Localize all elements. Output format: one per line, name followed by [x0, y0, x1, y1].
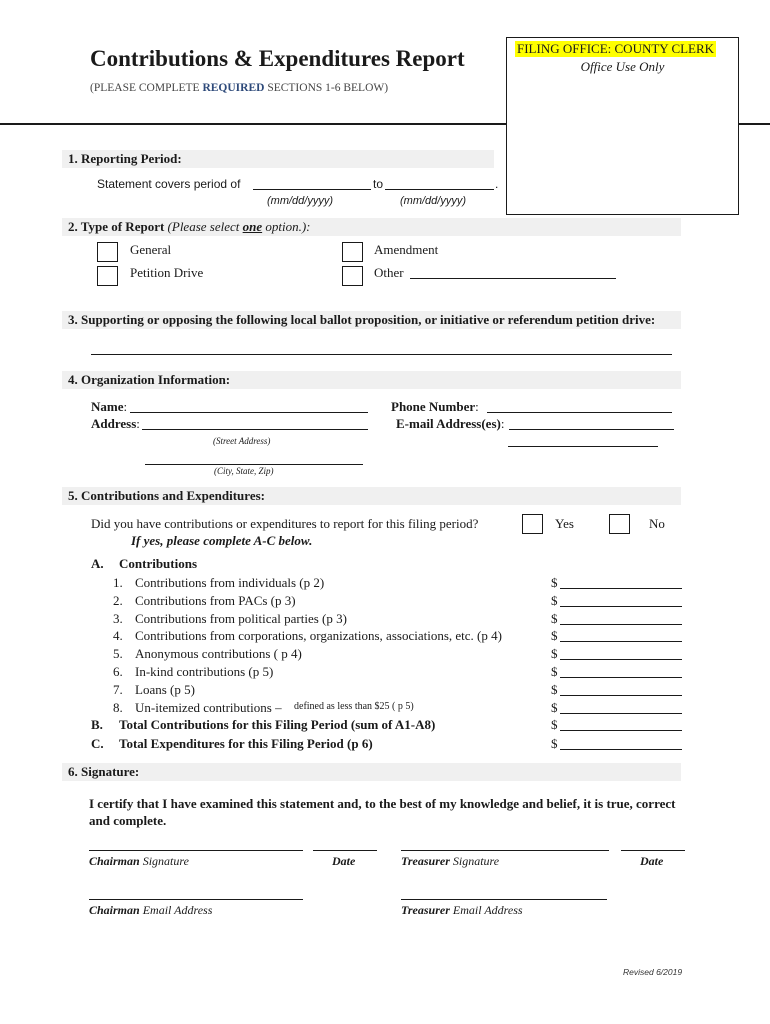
- total-contributions-label: Total Contributions for this Filing Period (sum of A1-A8): [119, 717, 436, 732]
- contribution-item-amount-field[interactable]: [560, 646, 682, 660]
- contribution-item-amount-field[interactable]: [560, 593, 682, 607]
- chairman-date-label: Date: [332, 854, 356, 868]
- contribution-item-number: 5.: [113, 646, 123, 661]
- other-label: Other: [374, 265, 404, 280]
- petition-drive-label: Petition Drive: [130, 265, 204, 280]
- instruction-text: [90, 82, 388, 94]
- section5-heading: 5. Contributions and Expenditures:: [62, 487, 681, 505]
- instruction-prefix: (PLEASE COMPLETE: [90, 82, 203, 94]
- name-field[interactable]: [130, 399, 368, 413]
- instruction-suffix: SECTIONS 1-6 BELOW): [264, 82, 389, 94]
- treasurer-signature-line[interactable]: [401, 850, 609, 851]
- address-label: [91, 416, 140, 432]
- contribution-item-label: Contributions from individuals (p 2): [135, 575, 325, 590]
- header-rule-left: [0, 123, 506, 125]
- contribution-item-number: 1.: [113, 575, 123, 590]
- treasurer-signature-word: Signature: [449, 854, 500, 868]
- period-to-field[interactable]: [385, 176, 494, 190]
- general-checkbox[interactable]: [97, 242, 118, 262]
- contribution-item-number: 8.: [113, 700, 123, 715]
- period-to-label: to: [373, 177, 384, 191]
- section-a-letter: A.: [91, 556, 104, 571]
- filing-office-box: [506, 37, 739, 215]
- contribution-item-label: In-kind contributions (p 5): [135, 664, 274, 679]
- amendment-label: Amendment: [374, 242, 439, 257]
- section2-title: 2. Type of Report: [68, 219, 165, 234]
- contribution-item-amount-field[interactable]: [560, 611, 682, 625]
- contribution-item-number: 2.: [113, 593, 123, 608]
- period-end-mark: .: [495, 177, 499, 191]
- contribution-item-dollar: $: [551, 700, 558, 715]
- no-label: No: [649, 516, 665, 531]
- instruction-required: REQUIRED: [202, 82, 265, 94]
- contribution-item-dollar: $: [551, 628, 558, 643]
- contribution-item-dollar: $: [551, 575, 558, 590]
- total-contributions-field[interactable]: [560, 717, 682, 731]
- name-label-text: Name: [91, 399, 124, 414]
- section3-heading: 3. Supporting or opposing the following local ballot proposition, or initiative or referendum petition drive:: [62, 311, 681, 329]
- office-use-only: Office Use Only: [580, 59, 665, 74]
- other-checkbox[interactable]: [342, 266, 363, 286]
- total-expenditures-dollar: $: [551, 736, 558, 751]
- revised-date: Revised 6/2019: [623, 967, 683, 977]
- section2-note-b: option.):: [262, 219, 311, 234]
- contribution-item-number: 4.: [113, 628, 123, 643]
- section2-note-one: one: [242, 219, 263, 234]
- contribution-item-number: 6.: [113, 664, 123, 679]
- address-colon: :: [136, 416, 140, 431]
- treasurer-date-line[interactable]: [621, 850, 685, 851]
- from-date-format: (mm/dd/yyyy): [267, 195, 333, 207]
- treasurer-bold: Treasurer: [401, 854, 450, 868]
- chairman-bold: Chairman: [89, 854, 140, 868]
- section2-heading: [62, 218, 681, 236]
- section6-heading: 6. Signature:: [62, 763, 681, 781]
- treasurer-email-line[interactable]: [401, 899, 607, 900]
- contribution-item-label: Contributions from political parties (p 3): [135, 611, 347, 626]
- chairman-email-bold: Chairman: [89, 903, 140, 917]
- treasurer-email-word: Email Address: [449, 903, 523, 917]
- contributions-question: Did you have contributions or expenditures to report for this filing period?: [91, 516, 479, 531]
- if-yes-instruction: If yes, please complete A-C below.: [131, 533, 313, 548]
- contribution-item-amount-field[interactable]: [560, 700, 682, 714]
- total-contributions-dollar: $: [551, 717, 558, 732]
- phone-colon: :: [475, 399, 479, 414]
- contribution-item-label: Contributions from PACs (p 3): [135, 593, 296, 608]
- treasurer-email-label: [401, 903, 523, 918]
- street-address-field[interactable]: [142, 416, 368, 430]
- email-colon: :: [500, 416, 505, 431]
- contribution-item-amount-field[interactable]: [560, 575, 682, 589]
- contribution-item-label: Un-itemized contributions –: [135, 700, 282, 715]
- address-label-text: Address: [91, 416, 137, 431]
- email-field[interactable]: [509, 416, 674, 430]
- yes-checkbox[interactable]: [522, 514, 543, 534]
- header-rule-right: [739, 123, 770, 125]
- section-a-title: Contributions: [119, 556, 198, 571]
- to-date-format: (mm/dd/yyyy): [400, 195, 466, 207]
- contribution-item-amount-field[interactable]: [560, 682, 682, 696]
- street-address-caption: (Street Address): [213, 436, 271, 446]
- contribution-item-label: Anonymous contributions ( p 4): [135, 646, 302, 661]
- total-contributions-letter: B.: [91, 717, 103, 732]
- page-title: Contributions & Expenditures Report: [90, 46, 465, 71]
- chairman-signature-line[interactable]: [89, 850, 303, 851]
- name-label: [91, 399, 127, 415]
- city-state-zip-field[interactable]: [145, 451, 363, 465]
- certification-statement: I certify that I have examined this statement and, to the best of my knowledge and belief, it is true, correct and complete.: [89, 796, 676, 828]
- email-label-text: E-mail Address(es): [396, 416, 501, 431]
- general-label: General: [130, 242, 172, 257]
- ballot-proposition-field[interactable]: [91, 341, 672, 355]
- contribution-item-dollar: $: [551, 664, 558, 679]
- name-colon: :: [123, 399, 128, 414]
- statement-period-label: Statement covers period of: [97, 177, 241, 191]
- no-checkbox[interactable]: [609, 514, 630, 534]
- section2-note-a: (Please select: [164, 219, 243, 234]
- contribution-item-amount-field[interactable]: [560, 664, 682, 678]
- chairman-signature-word: Signature: [139, 854, 189, 868]
- other-field[interactable]: [410, 265, 616, 279]
- chairman-email-word: Email Address: [139, 903, 213, 917]
- contribution-item-dollar: $: [551, 682, 558, 697]
- chairman-date-line[interactable]: [313, 850, 377, 851]
- contribution-item-dollar: $: [551, 593, 558, 608]
- contribution-item-label: Contributions from corporations, organizations, associations, etc. (p 4): [135, 628, 502, 643]
- treasurer-signature-label: [401, 854, 499, 869]
- chairman-email-line[interactable]: [89, 899, 303, 900]
- phone-label: [391, 399, 479, 415]
- petition-drive-checkbox[interactable]: [97, 266, 118, 286]
- period-from-field[interactable]: [253, 176, 371, 190]
- city-state-zip-caption: (City, State, Zip): [214, 466, 274, 476]
- item-8-small-note: defined as less than $25 ( p 5): [294, 701, 414, 712]
- phone-field[interactable]: [487, 399, 672, 413]
- treasurer-date-label: Date: [640, 854, 664, 868]
- total-expenditures-field[interactable]: [560, 736, 682, 750]
- phone-label-text: Phone Number: [391, 399, 476, 414]
- contribution-item-dollar: $: [551, 646, 558, 661]
- amendment-checkbox[interactable]: [342, 242, 363, 262]
- email-label: [396, 416, 504, 432]
- contribution-item-amount-field[interactable]: [560, 628, 682, 642]
- filing-office-label: FILING OFFICE: COUNTY CLERK: [517, 41, 715, 56]
- contribution-item-label: Loans (p 5): [135, 682, 195, 697]
- email-field-2[interactable]: [508, 433, 658, 447]
- total-expenditures-label: Total Expenditures for this Filing Period (p 6): [119, 736, 373, 751]
- contribution-item-dollar: $: [551, 611, 558, 626]
- contribution-item-number: 3.: [113, 611, 123, 626]
- section4-heading: 4. Organization Information:: [62, 371, 681, 389]
- treasurer-email-bold: Treasurer: [401, 903, 450, 917]
- chairman-email-label: [89, 903, 212, 918]
- contribution-item-number: 7.: [113, 682, 123, 697]
- section1-heading: 1. Reporting Period:: [62, 150, 494, 168]
- chairman-signature-label: [89, 854, 189, 869]
- total-expenditures-letter: C.: [91, 736, 104, 751]
- yes-label: Yes: [555, 516, 574, 531]
